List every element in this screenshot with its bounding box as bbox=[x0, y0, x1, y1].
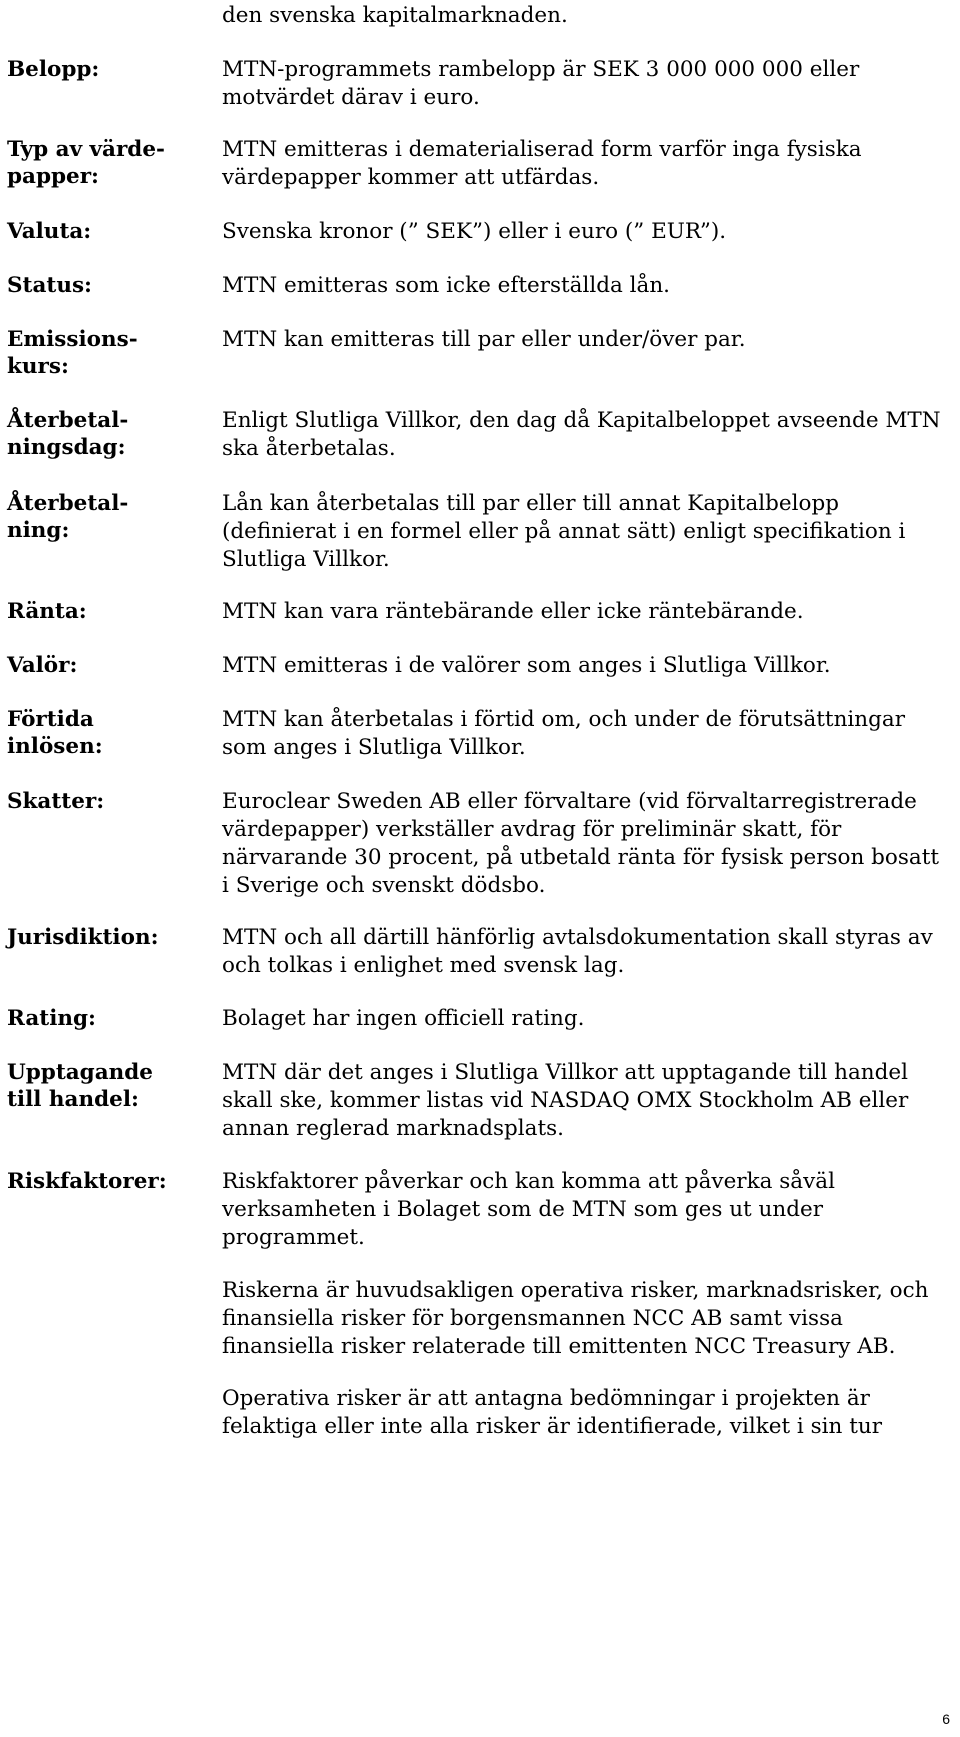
risk-paragraph: Operativa risker är att antagna bedömningar i projekten är felaktiga eller inte alla risker är identifierade, vilket i sin tur bbox=[222, 1386, 883, 1439]
page-number: 6 bbox=[942, 1711, 950, 1727]
risk-paragraph: Riskerna är huvudsakligen operativa risker, marknadsrisker, och finansiella risker för borgensmannen NCC AB samt vissa finansiella risker relaterade till emittenten NCC Treasury AB. bbox=[222, 1278, 929, 1359]
term-text: Lån kan återbetalas till par eller till annat Kapitalbelopp (definierat i en formel eller på annat sätt) enligt specifikation i Slutliga Villkor. bbox=[222, 491, 906, 572]
term-text: MTN emitteras som icke efterställda lån. bbox=[222, 273, 671, 298]
term-label: Belopp: bbox=[7, 57, 100, 82]
term-label: Valör: bbox=[7, 653, 78, 678]
term-label: Rating: bbox=[7, 1006, 96, 1031]
term-label: Status: bbox=[7, 273, 92, 298]
term-text: MTN där det anges i Slutliga Villkor att upptagande till handel skall ske, kommer listas vid NASDAQ OMX Stockholm AB eller annan reglerad marknadsplats. bbox=[222, 1060, 909, 1141]
term-text: Enligt Slutliga Villkor, den dag då Kapitalbeloppet avseende MTN ska återbetalas. bbox=[222, 408, 941, 461]
term-text: MTN kan återbetalas i förtid om, och under de förutsättningar som anges i Slutliga Villkor. bbox=[222, 707, 906, 760]
term-label: Typ av värde-papper: bbox=[7, 137, 165, 189]
term-label: Valuta: bbox=[7, 219, 92, 244]
term-text: MTN-programmets rambelopp är SEK 3 000 000 000 eller motvärdet därav i euro. bbox=[222, 57, 860, 110]
term-label: Emissions-kurs: bbox=[7, 327, 138, 379]
term-text: MTN emitteras i de valörer som anges i Slutliga Villkor. bbox=[222, 653, 831, 678]
term-label: Återbetal-ning: bbox=[7, 491, 129, 543]
term-label: Ränta: bbox=[7, 599, 87, 624]
term-label: Upptagande till handel: bbox=[7, 1060, 153, 1112]
term-text: Bolaget har ingen officiell rating. bbox=[222, 1006, 585, 1031]
term-label: Återbetal-ningsdag: bbox=[7, 408, 129, 460]
term-label: Förtida inlösen: bbox=[7, 707, 103, 759]
term-text: Riskfaktorer påverkar och kan komma att påverka såväl verksamheten i Bolaget som de MTN som ges ut under programmet. bbox=[222, 1169, 835, 1250]
term-text: Euroclear Sweden AB eller förvaltare (vid förvaltarregistrerade värdepapper) verkställer avdrag för preliminär skatt, för närvarande 30 procent, på utbetald ränta för fysisk person bosatt i Sverige och svenskt dödsbo. bbox=[222, 789, 940, 898]
term-text: MTN emitteras i dematerialiserad form varför inga fysiska värdepapper kommer att utfärdas. bbox=[222, 137, 862, 190]
term-text: Svenska kronor (” SEK”) eller i euro (” EUR”). bbox=[222, 219, 727, 244]
intro-text: den svenska kapitalmarknaden. bbox=[222, 3, 568, 28]
term-text: MTN kan emitteras till par eller under/över par. bbox=[222, 327, 746, 352]
term-label: Skatter: bbox=[7, 789, 105, 814]
term-label: Riskfaktorer: bbox=[7, 1169, 167, 1194]
term-text: MTN kan vara räntebärande eller icke räntebärande. bbox=[222, 599, 804, 624]
term-label: Jurisdiktion: bbox=[7, 925, 159, 950]
term-text: MTN och all därtill hänförlig avtalsdokumentation skall styras av och tolkas i enlighet med svensk lag. bbox=[222, 925, 933, 978]
